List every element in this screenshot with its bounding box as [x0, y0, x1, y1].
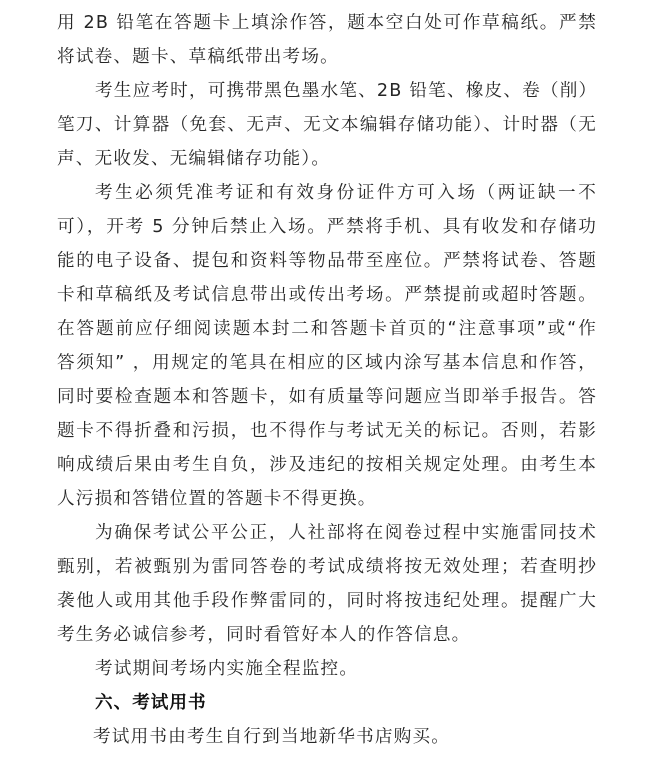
text-line: 将试卷、题卡、草稿纸带出考场。 — [57, 47, 339, 67]
text-line: 卡和草稿纸及考试信息带出或传出考场。严禁提前或超时答题。 — [57, 285, 597, 305]
text-line: 可），开考 5 分钟后禁止入场。严禁将手机、具有收发和存储功 — [57, 217, 597, 237]
text-line: 甄别，若被甄别为雷同答卷的考试成绩将按无效处理；若查明抄 — [57, 557, 597, 577]
text-line: 题卡不得折叠和污损，也不得作与考试无关的标记。否则，若影 — [57, 421, 597, 441]
paragraph-fairness — [57, 516, 597, 652]
text-line: 考生必须凭准考证和有效身份证件方可入场（两证缺一不 — [95, 183, 597, 203]
text-line: 为确保考试公平公正，人社部将在阅卷过程中实施雷同技术 — [95, 523, 597, 543]
text-line: 人污损和答错位置的答题卡不得更换。 — [57, 489, 377, 509]
section-heading: 六、考试用书 — [95, 693, 207, 713]
paragraph-monitoring — [57, 652, 597, 686]
paragraph-answer-sheet-rules — [57, 6, 597, 74]
section-body: 考试用书由考生自行到当地新华书店购买。 — [93, 727, 451, 747]
paragraph-entry-rules — [57, 176, 597, 516]
text-line: 笔刀、计算器（免套、无声、无文本编辑存储功能）、计时器（无 — [57, 115, 597, 135]
text-line: 考生应考时，可携带黑色墨水笔、2B 铅笔、橡皮、卷（削） — [95, 81, 598, 101]
text-line: 用 2B 铅笔在答题卡上填涂作答，题本空白处可作草稿纸。严禁 — [57, 13, 597, 33]
paragraph-permitted-items — [57, 74, 597, 176]
text-line: 能的电子设备、提包和资料等物品带至座位。严禁将试卷、答题 — [57, 251, 597, 271]
text-line: 袭他人或用其他手段作弊雷同的，同时将按违纪处理。提醒广大 — [57, 591, 597, 611]
document-page — [57, 6, 597, 754]
text-line: 考生务必诚信参考，同时看管好本人的作答信息。 — [57, 625, 471, 645]
text-line: 在答题前应仔细阅读题本封二和答题卡首页的“注意事项”或“作 — [57, 319, 597, 339]
text-line: 考试期间考场内实施全程监控。 — [95, 659, 359, 679]
text-line: 声、无收发、无编辑储存功能）。 — [57, 149, 331, 169]
text-line: 响成绩后果由考生自负，涉及违纪的按相关规定处理。由考生本 — [57, 455, 597, 475]
text-line: 答须知” ，用规定的笔具在相应的区域内涂写基本信息和作答， — [57, 353, 597, 373]
text-line: 同时要检查题本和答题卡，如有质量等问题应当即举手报告。答 — [57, 387, 597, 407]
